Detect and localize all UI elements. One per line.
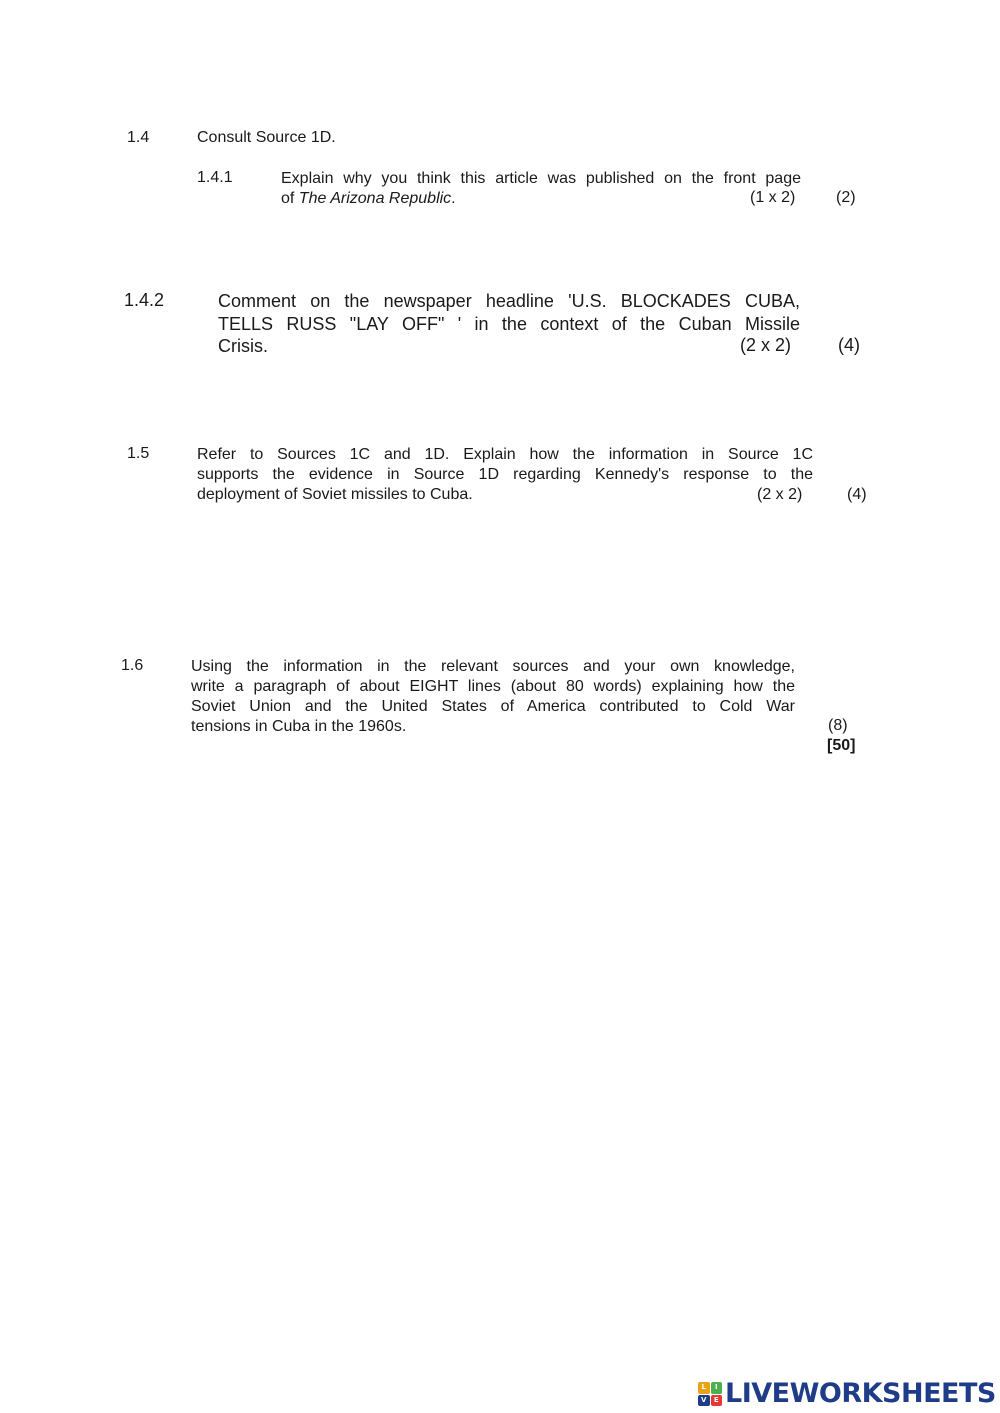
text-line: Using the information in the relevant sources and your own knowledge,	[191, 658, 795, 675]
total-marks: [50]	[827, 737, 856, 754]
text-line: supports the evidence in Source 1D regarding Kennedy's response to the	[197, 466, 813, 483]
marks: (2)	[836, 189, 856, 206]
marks: (4)	[838, 335, 860, 355]
text-line: Refer to Sources 1C and 1D. Explain how the information in Source 1C	[197, 446, 813, 463]
marks: (4)	[847, 486, 867, 503]
logo-wordmark: LIVEWORKSHEETS	[725, 1378, 996, 1409]
text-line: Soviet Union and the United States of America contributed to Cold War	[191, 698, 795, 715]
mark-allocation: (2 x 2)	[740, 335, 792, 355]
text-span: .	[451, 190, 456, 207]
text-line: TELLS RUSS "LAY OFF" ' in the context of the Cuban Missile	[218, 313, 800, 334]
publication-title: The Arizona Republic	[298, 190, 452, 207]
text-line: Explain why you think this article was published on the front page	[281, 170, 801, 187]
question-text	[197, 445, 813, 505]
question-number: 1.4.2	[124, 290, 165, 310]
mark-allocation: (2 x 2)	[757, 486, 803, 503]
text-line: tensions in Cuba in the 1960s.	[191, 718, 407, 735]
text-line	[281, 189, 801, 209]
logo-letter-i: I	[711, 1382, 723, 1394]
question-number: 1.4.1	[197, 169, 233, 186]
question-text	[191, 657, 795, 737]
liveworksheets-logo	[698, 1378, 996, 1410]
logo-letter-e: E	[711, 1395, 723, 1407]
text-line: deployment of Soviet missiles to Cuba.	[197, 486, 473, 503]
question-number: 1.6	[121, 657, 144, 674]
mark-allocation: (1 x 2)	[750, 189, 796, 206]
logo-letter-l: L	[698, 1382, 710, 1394]
text-line: Comment on the newspaper headline 'U.S. BLOCKADES CUBA,	[218, 291, 800, 311]
logo-icon	[698, 1382, 722, 1406]
question-number: 1.5	[127, 445, 150, 462]
marks: (8)	[828, 717, 848, 734]
logo-letter-v: V	[698, 1395, 710, 1407]
text-span: of	[281, 190, 299, 207]
text-line: write a paragraph of about EIGHT lines (about 80 words) explaining how the	[191, 678, 795, 695]
question-text	[281, 169, 801, 209]
question-text	[218, 290, 800, 358]
question-number: 1.4	[127, 129, 150, 146]
question-text: Consult Source 1D.	[197, 129, 336, 146]
text-line: Crisis.	[218, 336, 268, 356]
